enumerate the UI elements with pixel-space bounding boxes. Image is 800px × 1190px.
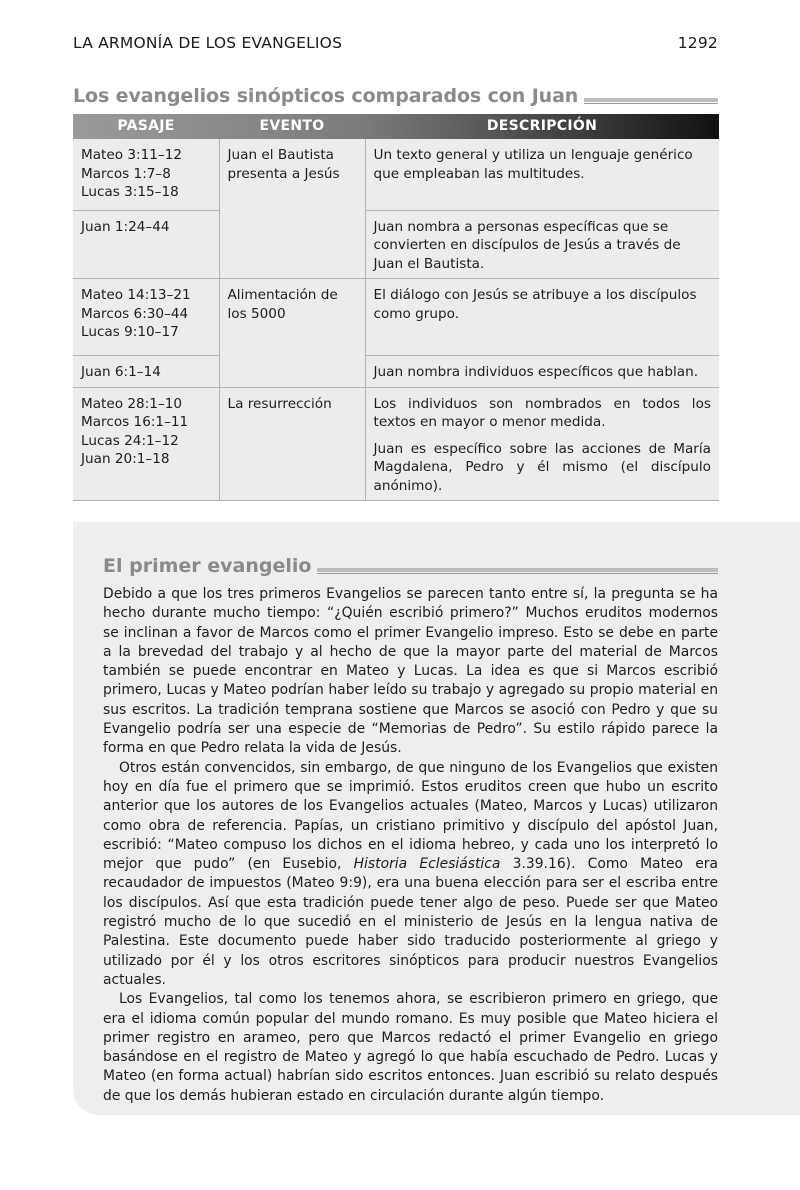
table-row bbox=[73, 279, 719, 356]
heading-rule bbox=[584, 98, 718, 104]
table-row bbox=[73, 356, 719, 388]
passage-ref: Lucas 3:15–18 bbox=[81, 184, 179, 200]
description-cell bbox=[365, 210, 719, 279]
column-header-passage: PASAJE bbox=[117, 118, 175, 135]
comparison-table bbox=[73, 114, 719, 501]
description-text: El diálogo con Jesús se atribuye a los discípulos como grupo. bbox=[373, 287, 697, 322]
description-cell bbox=[365, 139, 719, 210]
event-cell: Juan el Bautista presenta a Jesús bbox=[219, 139, 365, 279]
essay-paragraph: Debido a que los tres primeros Evangelios se parecen tanto entre sí, la pregunta se ha hecho durante mucho tiempo: “¿Quién escribió primero?” Muchos eruditos modernos se inclinan a favor de Marcos como el primer Evangelio impreso. Esto se debe en parte a la brevedad del trabajo y al hecho de que la mayor parte del material de Marcos también se puede encontrar en Mateo y Lucas. La idea es que si Marcos escribió primero, Lucas y Mateo podrían haber leído su trabajo y agregado su propio material en sus escritos. La tradición temprana sostiene que Marcos se asoció con Pedro y que su Evangelio podría ser una especie de “Memorias de Pedro”. Su estilo rápido parece la forma en que Pedro relata la vida de Jesús. bbox=[103, 586, 718, 757]
description-text: Un texto general y utiliza un lenguaje genérico que empleaban las multitudes. bbox=[373, 147, 693, 182]
running-title: LA ARMONÍA DE LOS EVANGELIOS bbox=[73, 34, 343, 52]
sidebar-heading bbox=[103, 555, 718, 577]
description-cell bbox=[365, 356, 719, 388]
passage-ref: Juan 6:1–14 bbox=[81, 364, 161, 380]
passage-ref: Marcos 16:1–11 bbox=[81, 414, 189, 430]
sidebar-body bbox=[103, 585, 718, 1106]
column-header-description: DESCRIPCIÓN bbox=[486, 118, 598, 135]
description-text: Juan es específico sobre las acciones de María Magdalena, Pedro y él mismo (el discípulo anónimo). bbox=[373, 440, 711, 494]
table-row bbox=[73, 210, 719, 279]
passage-cell bbox=[73, 279, 219, 356]
essay-paragraph: Los Evangelios, tal como los tenemos ahora, se escribieron primero en griego, que era el idioma común popular del mundo romano. Es muy posible que Mateo hiciera el primer registro en arameo, pero que Marcos redactó el primer Evangelio en griego basándose en el registro de Mateo y agregó lo que había escuchado de Pedro. Lucas y Mateo (en forma actual) habrían sido escritos entonces. Juan escribió su relato después de que los demás hubieran estado en circulación durante algún tiempo. bbox=[103, 991, 718, 1104]
passage-cell bbox=[73, 387, 219, 501]
description-text: Juan nombra individuos específicos que hablan. bbox=[373, 364, 699, 380]
passage-ref: Juan 20:1–18 bbox=[81, 451, 170, 467]
event-cell: Alimentación de los 5000 bbox=[219, 279, 365, 388]
passage-ref: Marcos 6:30–44 bbox=[81, 305, 189, 322]
table-row bbox=[73, 387, 719, 501]
table-header-row bbox=[73, 114, 719, 139]
cited-work-title: Historia Eclesiástica bbox=[353, 856, 501, 873]
table-section-heading bbox=[73, 85, 718, 107]
passage-ref: Mateo 3:11–12 bbox=[81, 147, 183, 163]
heading-rule bbox=[317, 568, 718, 574]
passage-cell bbox=[73, 139, 219, 210]
passage-ref: Lucas 9:10–17 bbox=[81, 324, 179, 340]
sidebar-title: El primer evangelio bbox=[103, 555, 312, 577]
table-row bbox=[73, 139, 719, 210]
description-cell bbox=[365, 387, 719, 501]
sidebar-box bbox=[73, 522, 800, 1115]
passage-ref: Mateo 28:1–10 bbox=[81, 395, 183, 412]
essay-paragraph: Otros están convencidos, sin embargo, de que ninguno de los Evangelios que existen hoy en día fue el primero que se imprimió. Estos eruditos creen que hubo un escrito anterior que los autores de los Evangelios actuales (Mateo, Marcos y Lucas) utilizaron como obra de referencia. Papías, un cristiano primitivo y discípulo del apóstol Juan, escribió: “Mateo compuso los dichos en el idioma hebreo, y cada uno los interpretó lo mejor que pudo” (en Eusebio, Historia Eclesiástica 3.39.16). Como Mateo era recaudador de impuestos (Mateo 9:9), era una buena elección para ser el escriba entre los discípulos. Así que esta tradición puede tener algo de peso. Puede ser que Mateo registró mucho de lo que sucedió en el ministerio de Jesús en la lengua nativa de Palestina. Este documento puede haber sido traducido posteriormente al griego y utilizado por él y los otros escritores sinópticos para producir nuestros Evangelios actuales. bbox=[103, 759, 719, 988]
passage-ref: Juan 1:24–44 bbox=[81, 218, 170, 235]
description-text: Juan nombra a personas específicas que se convierten en discípulos de Jesús a través de Juan el Bautista. bbox=[373, 218, 681, 272]
passage-cell bbox=[73, 356, 219, 388]
table-section-title: Los evangelios sinópticos comparados con Juan bbox=[73, 85, 579, 107]
page-number: 1292 bbox=[677, 34, 718, 52]
event-cell: La resurrección bbox=[219, 387, 365, 501]
description-text: Los individuos son nombrados en todos los textos en mayor o menor medida. bbox=[373, 395, 711, 430]
passage-ref: Lucas 24:1–12 bbox=[81, 432, 179, 449]
running-head bbox=[73, 34, 718, 52]
passage-ref: Mateo 14:13–21 bbox=[81, 287, 191, 303]
passage-cell bbox=[73, 210, 219, 279]
description-cell bbox=[365, 279, 719, 356]
passage-ref: Marcos 1:7–8 bbox=[81, 165, 171, 182]
column-header-event: EVENTO bbox=[259, 118, 325, 135]
